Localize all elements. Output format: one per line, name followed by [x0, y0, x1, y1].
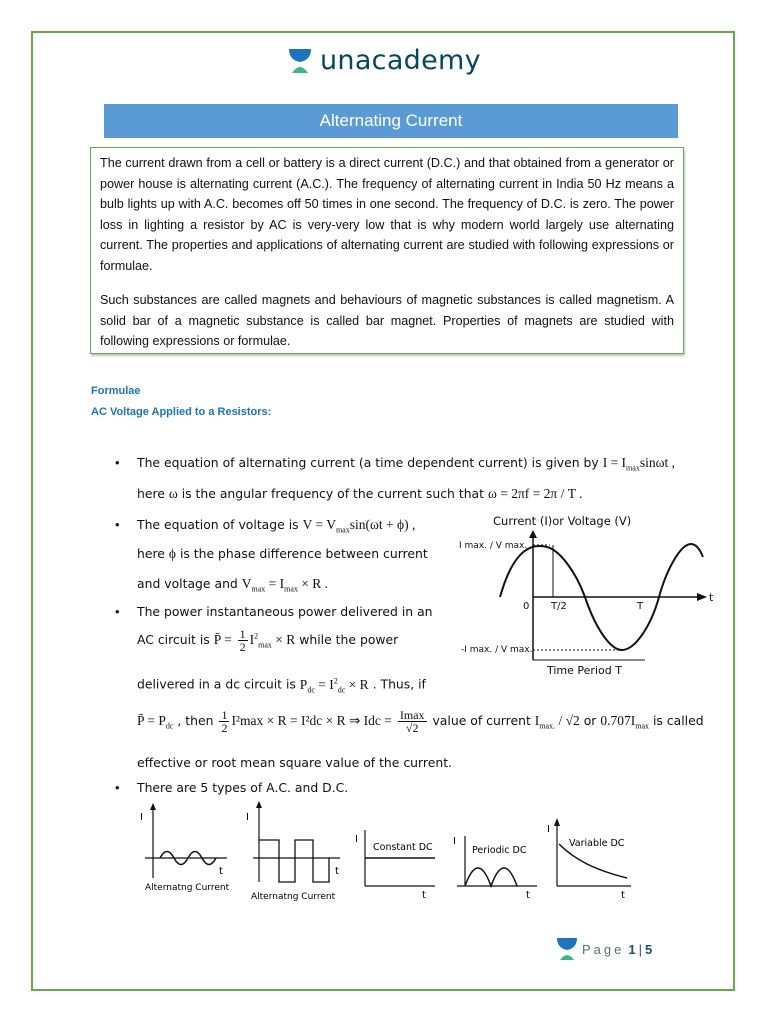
- text: while the power: [299, 632, 399, 647]
- y-label: I: [246, 812, 249, 823]
- caption: Periodic DC: [472, 845, 527, 856]
- bullet-2-line-3: [137, 576, 328, 594]
- bullet-3-line-2: [137, 628, 398, 653]
- brand-logo: [288, 40, 481, 80]
- bullet-dot: •: [115, 517, 120, 532]
- y-label: I: [547, 824, 550, 835]
- sub: dc: [307, 685, 315, 695]
- text: The equation of alternating current (a time dependent current) is given by: [137, 455, 599, 470]
- equation: [534, 713, 580, 731]
- eq: × R: [345, 676, 369, 692]
- wave-graph-caption: Time Period T: [547, 664, 622, 677]
- sub: max: [284, 584, 298, 594]
- equation: [137, 713, 174, 731]
- numerator: 1: [221, 708, 228, 722]
- omega-symbol: ω: [168, 486, 178, 501]
- text: . Thus, if: [372, 676, 426, 692]
- bullet-dot: •: [115, 604, 120, 619]
- bullet-2-line-2: [137, 546, 428, 562]
- eq: sinωt ,: [639, 455, 675, 470]
- eq: sin(ωt + ϕ) ,: [349, 517, 416, 532]
- periodic-curve: [465, 868, 517, 886]
- bullet-3-line-5: effective or root mean square value of the current.: [137, 755, 452, 770]
- type-variable-dc: [547, 818, 631, 901]
- page-title: Alternating Current: [319, 111, 463, 130]
- bullet-4-line-1: There are 5 types of A.C. and D.C.: [137, 780, 349, 795]
- equation: [602, 455, 675, 473]
- x-axis-arrow-icon: [697, 593, 707, 601]
- equation: [299, 676, 369, 695]
- bullet-dot: •: [115, 780, 120, 795]
- page-current: 1: [628, 941, 636, 957]
- x-label: t: [219, 866, 223, 877]
- fraction: [238, 628, 248, 653]
- text: is the angular frequency of the current such that: [181, 486, 485, 501]
- period-label: T: [637, 601, 644, 612]
- subheading: AC Voltage Applied to a Resistors:: [91, 406, 272, 418]
- type-constant-dc: [355, 830, 435, 901]
- formulae-label: Formulae: [91, 385, 141, 397]
- eq: I = I: [602, 455, 627, 470]
- y-label: I: [453, 836, 456, 847]
- current-types-figure: [135, 800, 635, 910]
- denominator: 2: [239, 640, 246, 654]
- eq: V: [241, 576, 252, 591]
- caption: Alternatng Current: [251, 892, 336, 902]
- page-word: Page: [582, 941, 625, 957]
- decay-curve: [559, 844, 627, 878]
- page-separator: |: [638, 941, 642, 957]
- sine-wave-graph: [455, 512, 720, 680]
- x-label: t: [335, 866, 339, 877]
- caption: Constant DC: [373, 842, 433, 853]
- page-footer: [556, 936, 652, 962]
- x-label: t: [621, 890, 625, 901]
- brand-name: unacademy: [320, 44, 481, 76]
- eq: × R: [271, 632, 296, 647]
- type-alternating-square: [246, 801, 340, 902]
- bullet-3-line-1: The power instantaneous power delivered in an: [137, 604, 433, 619]
- equation: [249, 631, 296, 650]
- text: is the phase difference between current: [179, 546, 428, 561]
- equation: [302, 517, 416, 535]
- type-alternating-sine: [140, 803, 230, 893]
- arrow-icon: [150, 803, 156, 810]
- caption: Alternatng Current: [145, 883, 230, 893]
- sup: 2: [333, 676, 338, 685]
- bullet-dot: •: [115, 455, 120, 470]
- unacademy-logo-icon: [288, 45, 312, 75]
- eq: 0.707I: [600, 713, 636, 728]
- sub: max: [251, 584, 266, 594]
- y-axis-arrow-icon: [529, 530, 537, 538]
- denominator: 2: [221, 721, 228, 735]
- bullet-1-line-1: [137, 455, 675, 473]
- ymin-label: -I max. / V max.: [461, 645, 533, 655]
- numerator: 1: [239, 627, 246, 641]
- eq: = I: [314, 676, 334, 692]
- bullet-3-line-4: [137, 709, 704, 734]
- text: or: [583, 713, 597, 728]
- half-period-label: T/2: [551, 601, 567, 612]
- sub: max: [635, 721, 649, 731]
- text: AC circuit is: [137, 632, 210, 647]
- eq: P: [299, 676, 308, 692]
- text: here: [137, 486, 165, 501]
- bullet-3-line-3: [137, 676, 426, 694]
- sub: max: [335, 525, 350, 535]
- y-label: I: [140, 812, 143, 823]
- wave-graph-title: Current (I)or Voltage (V): [493, 514, 632, 528]
- eq: / √2: [555, 713, 580, 728]
- intro-paragraph-2: Such substances are called magnets and behaviours of magnetic substances is called magnetism. A solid bar of a magnetic substance is called bar magnet. Properties of magnets are studied with following expressions or formulae.: [100, 293, 674, 348]
- sup: 2: [254, 631, 259, 641]
- text: , then: [177, 713, 214, 728]
- equation: [600, 713, 649, 731]
- sub: max: [626, 463, 640, 473]
- fraction-half: [219, 709, 229, 734]
- bullet-2-line-1: [137, 517, 415, 535]
- caption: Variable DC: [569, 838, 625, 849]
- equation: I²max × R = I²dc × R ⇒ Idc =: [231, 713, 392, 728]
- ymax-label: I max. / V max.: [459, 541, 528, 551]
- equation: ω = 2πf = 2π / T .: [487, 486, 583, 501]
- eq: P̄ = P: [137, 713, 166, 728]
- bullet-1-line-2: [137, 486, 582, 502]
- text: delivered in a dc circuit is: [137, 676, 296, 692]
- arrow-icon: [256, 801, 262, 808]
- eq: V = V: [302, 517, 336, 532]
- section-title-bar: [104, 104, 678, 138]
- phi-symbol: ϕ: [168, 546, 176, 561]
- x-axis-label: t: [709, 591, 714, 604]
- sub: dc: [165, 721, 174, 731]
- sub: max.: [539, 721, 556, 731]
- numerator: Imax: [399, 708, 425, 722]
- eq: I: [534, 713, 540, 728]
- x-label: t: [526, 890, 530, 901]
- footer-logo-icon: [556, 936, 578, 962]
- eq: P̄ =: [213, 632, 232, 647]
- equation: [241, 576, 329, 594]
- eq: I: [249, 632, 255, 647]
- denominator: √2: [405, 721, 419, 735]
- type-periodic-dc: [453, 836, 537, 901]
- text: here: [137, 546, 165, 561]
- text: value of current: [432, 713, 531, 728]
- origin-label: 0: [523, 601, 530, 612]
- text: is called: [652, 713, 704, 728]
- x-label: t: [422, 890, 426, 901]
- text: and voltage and: [137, 576, 238, 591]
- intro-box: [90, 147, 684, 354]
- sub: max: [258, 640, 272, 650]
- intro-paragraph-1: The current drawn from a cell or battery is a direct current (D.C.) and that obtained from a generator or power house is alternating current (A.C.). The frequency of alternating current in India 50 Hz means a bulb lights up with A.C. becomes off 50 times in one second. The frequency of D.C. is zero. The power loss in lighting a resistor by AC is very-very low that is why modern world largely use alternating current. The properties and applications of alternating current are studied with following expressions or formulae.: [100, 156, 674, 273]
- fraction-imax-root2: [398, 709, 427, 734]
- eq: × R .: [297, 576, 329, 591]
- sub: dc: [337, 685, 346, 695]
- square-wave: [259, 840, 329, 882]
- arrow-icon: [554, 818, 560, 826]
- y-label: I: [355, 834, 358, 845]
- eq: = I: [265, 576, 285, 591]
- page-total: 5: [645, 941, 653, 957]
- text: The equation of voltage is: [137, 517, 299, 532]
